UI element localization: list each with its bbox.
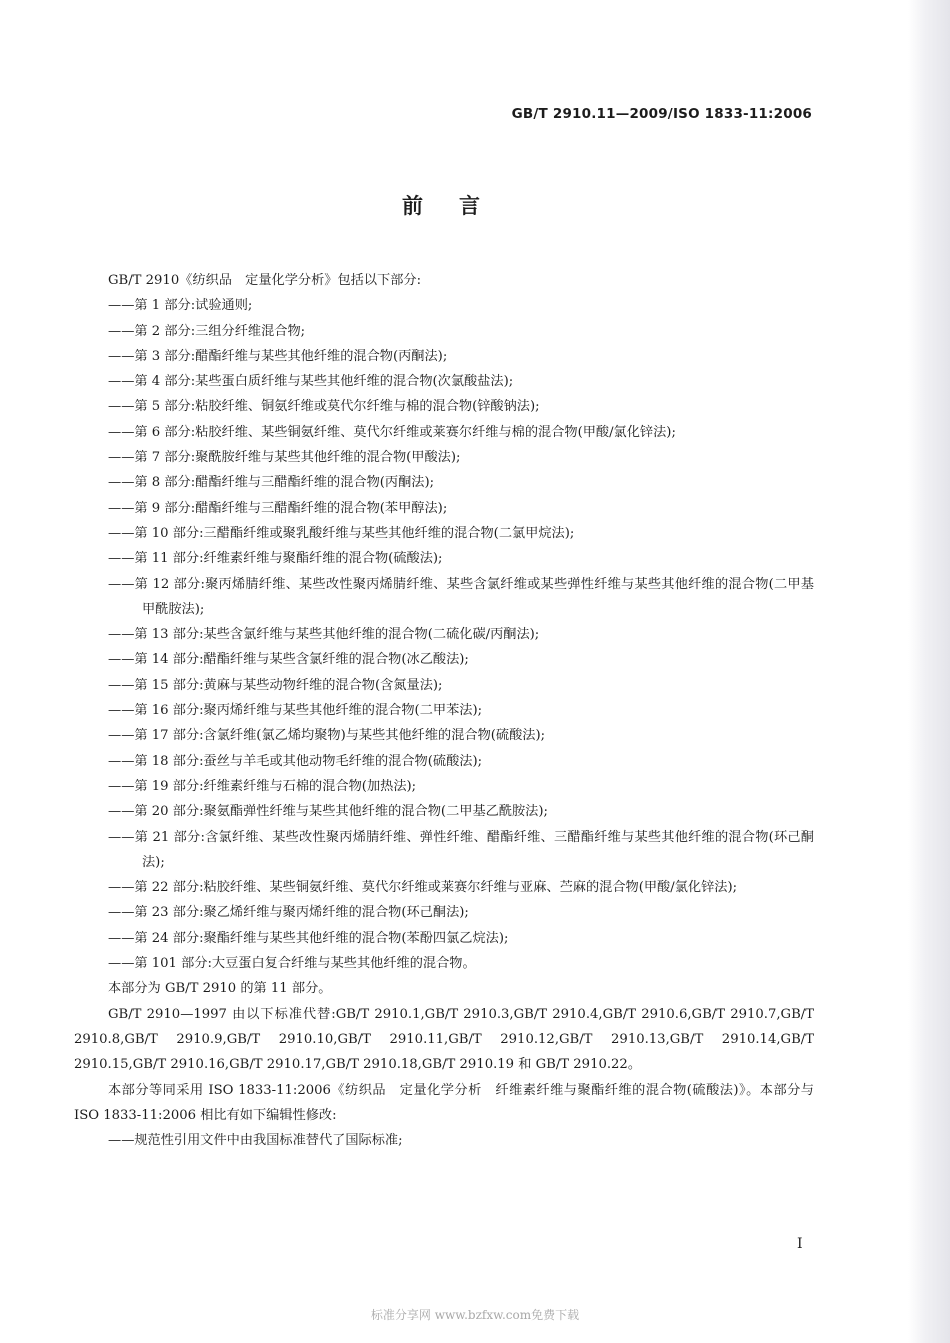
- list-item: ——第 101 部分:大豆蛋白复合纤维与某些其他纤维的混合物。: [108, 956, 476, 972]
- list-item: ——第 12 部分:聚丙烯腈纤维、某些改性聚丙烯腈纤维、某些含氯纤维或某些弹性纤维与某些其他纤维的混合物(二甲基甲酰胺法);: [108, 576, 814, 617]
- adoption-statement: 本部分等同采用 ISO 1833-11:2006《纺织品 定量化学分析 纤维素纤维与聚酯纤维的混合物(硫酸法)》。本部分与 ISO 1833-11:2006 相比有如下编辑性修改:: [74, 1082, 814, 1123]
- list-item: ——第 21 部分:含氯纤维、某些改性聚丙烯腈纤维、弹性纤维、醋酯纤维、三醋酯纤维与某些其他纤维的混合物(环己酮法);: [108, 829, 814, 870]
- list-item: ——第 13 部分:某些含氯纤维与某些其他纤维的混合物(二硫化碳/丙酮法);: [108, 627, 540, 643]
- parts-list: [74, 293, 814, 976]
- list-item: ——第 6 部分:粘胶纤维、某些铜氨纤维、莫代尔纤维或莱赛尔纤维与棉的混合物(甲酸/氯化锌法);: [108, 424, 676, 440]
- list-item: ——第 22 部分:粘胶纤维、某些铜氨纤维、莫代尔纤维或莱赛尔纤维与亚麻、苎麻的混合物(甲酸/氯化锌法);: [108, 880, 738, 896]
- list-item: ——第 18 部分:蚕丝与羊毛或其他动物毛纤维的混合物(硫酸法);: [108, 753, 483, 769]
- replacement-statement: GB/T 2910—1997 由以下标准代替:GB/T 2910.1,GB/T 2910.3,GB/T 2910.4,GB/T 2910.6,GB/T 2910.7,GB/T 2910.8,GB/T 2910.9,GB/T 2910.10,GB/T 2910.11,GB/T 2910.12,GB/T 2910.13,GB/T 2910.14,GB/T 2910.15,GB/T 2910.16,GB/T 2910.17,GB/T 2910.18,GB/T 2910.19 和 GB/T 2910.22。: [74, 1006, 814, 1073]
- list-item: ——第 24 部分:聚酯纤维与某些其他纤维的混合物(苯酚四氯乙烷法);: [108, 930, 509, 946]
- list-item: ——第 8 部分:醋酯纤维与三醋酯纤维的混合物(丙酮法);: [108, 475, 435, 491]
- scan-page-edge: [908, 0, 950, 1343]
- page-title: 前言: [402, 194, 516, 218]
- footer-watermark: 标准分享网 www.bzfxw.com免费下载: [370, 1308, 580, 1322]
- list-item: ——第 23 部分:聚乙烯纤维与聚丙烯纤维的混合物(环己酮法);: [108, 905, 469, 921]
- list-item: ——第 9 部分:醋酯纤维与三醋酯纤维的混合物(苯甲醇法);: [108, 500, 448, 516]
- list-item: ——第 15 部分:黄麻与某些动物纤维的混合物(含氮量法);: [108, 677, 443, 693]
- intro-paragraph: GB/T 2910《纺织品 定量化学分析》包括以下部分:: [108, 273, 422, 288]
- list-item: ——第 17 部分:含氯纤维(氯乙烯均聚物)与某些其他纤维的混合物(硫酸法);: [108, 728, 546, 744]
- list-item: ——第 2 部分:三组分纤维混合物;: [108, 323, 306, 339]
- list-item: ——第 10 部分:三醋酯纤维或聚乳酸纤维与某些其他纤维的混合物(二氯甲烷法);: [108, 525, 575, 541]
- list-item: ——第 16 部分:聚丙烯纤维与某些其他纤维的混合物(二甲苯法);: [108, 703, 483, 719]
- list-item: ——第 14 部分:醋酯纤维与某些含氯纤维的混合物(冰乙酸法);: [108, 652, 469, 668]
- list-item: ——第 5 部分:粘胶纤维、铜氨纤维或莫代尔纤维与棉的混合物(锌酸钠法);: [108, 399, 540, 415]
- part-statement: 本部分为 GB/T 2910 的第 11 部分。: [108, 981, 332, 997]
- standard-code: GB/T 2910.11—2009/ISO 1833-11:2006: [511, 106, 812, 122]
- list-item: ——第 7 部分:聚酰胺纤维与某些其他纤维的混合物(甲酸法);: [108, 450, 461, 466]
- list-item: ——第 1 部分:试验通则;: [108, 298, 253, 314]
- list-item: ——第 20 部分:聚氨酯弹性纤维与某些其他纤维的混合物(二甲基乙酰胺法);: [108, 804, 548, 820]
- list-item: ——第 19 部分:纤维素纤维与石棉的混合物(加热法);: [108, 778, 417, 794]
- list-item: ——第 4 部分:某些蛋白质纤维与某些其他纤维的混合物(次氯酸盐法);: [108, 374, 514, 390]
- list-item: ——第 11 部分:纤维素纤维与聚酯纤维的混合物(硫酸法);: [108, 551, 443, 567]
- foreword-body: [74, 268, 814, 1153]
- modification-item: ——规范性引用文件中由我国标准替代了国际标准;: [108, 1133, 403, 1149]
- page-number: I: [797, 1236, 803, 1252]
- list-item: ——第 3 部分:醋酯纤维与某些其他纤维的混合物(丙酮法);: [108, 348, 448, 364]
